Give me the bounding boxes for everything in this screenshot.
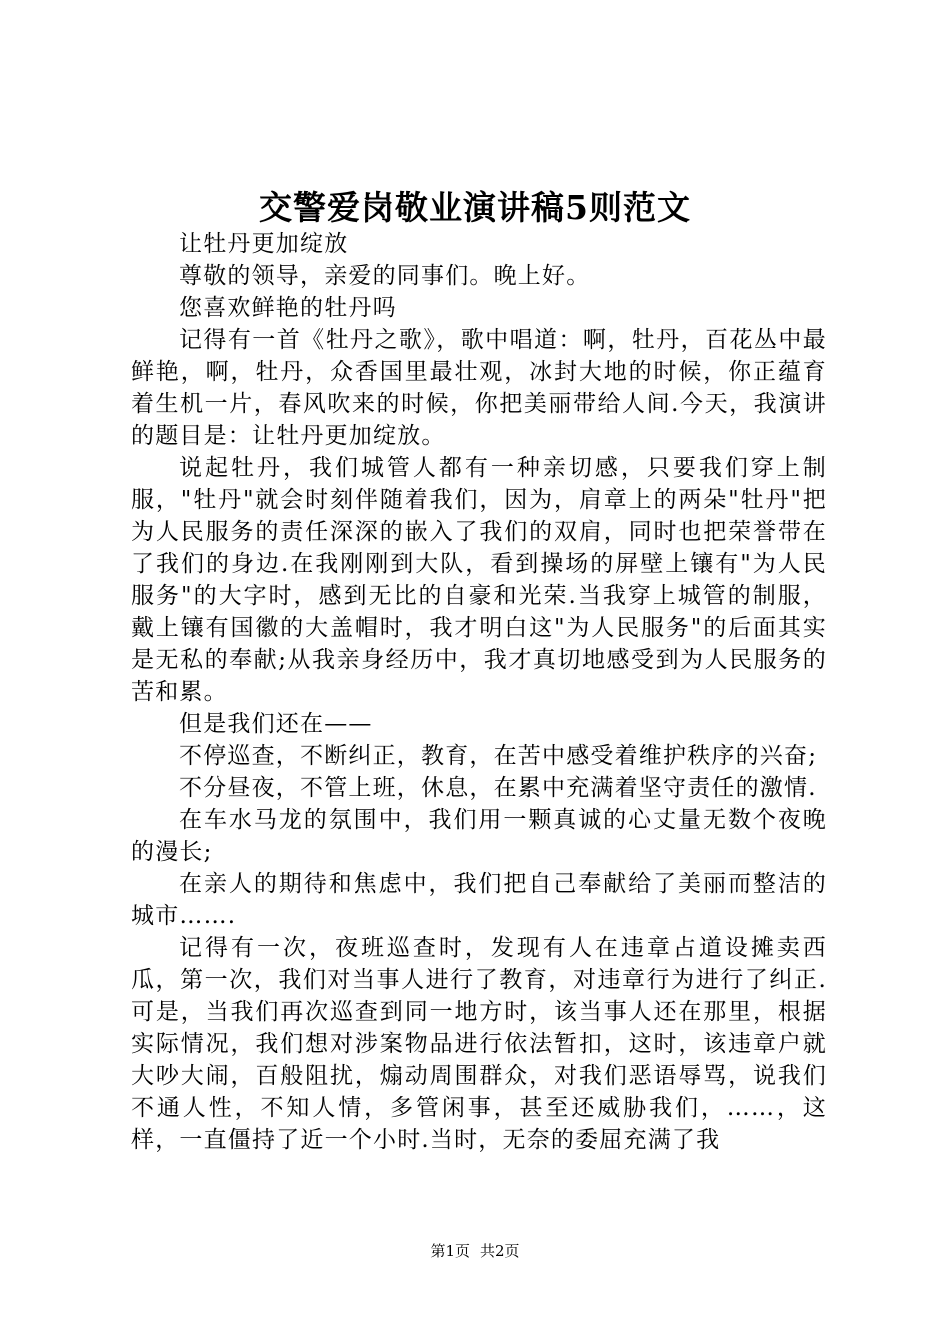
paragraph: 在亲人的期待和焦虑中，我们把自己奉献给了美丽而整洁的城市……. — [131, 871, 827, 929]
page-footer — [0, 1240, 950, 1262]
paragraph: 说起牡丹，我们城管人都有一种亲切感，只要我们穿上制服，"牡丹"就会时刻伴随着我们，因为，肩章上的两朵"牡丹"把为人民服务的责任深深的嵌入了我们的双肩，同时也把荣誉带在了我们的身边.在我刚刚到大队，看到操场的屏壁上镶有"为人民服务"的大字时，感到无比的自豪和光荣.当我穿上城管的制服，戴上镶有国徽的大盖帽时，我才明白这"为人民服务"的后面其实是无私的奉献;从我亲身经历中，我才真切地感受到为人民服务的苦和累。 — [131, 455, 827, 705]
paragraph: 记得有一首《牡丹之歌》，歌中唱道：啊，牡丹，百花丛中最鲜艳，啊，牡丹，众香国里最壮观，冰封大地的时候，你正蕴育着生机一片，春风吹来的时候，你把美丽带给人间.今天，我演讲的题目是：让牡丹更加绽放。 — [131, 327, 827, 449]
paragraph-subtitle: 让牡丹更加绽放 — [179, 231, 349, 257]
page-total: 共2页 — [480, 1242, 520, 1260]
paragraph: 不分昼夜，不管上班，休息，在累中充满着坚守责任的激情. — [179, 775, 817, 801]
document-body — [131, 228, 827, 1156]
document-title: 交警爱岗敬业演讲稿5则范文 — [259, 188, 691, 227]
paragraph-question: 您喜欢鲜艳的牡丹吗 — [179, 295, 397, 321]
paragraph-greeting: 尊敬的领导，亲爱的同事们。晚上好。 — [179, 263, 591, 289]
paragraph: 但是我们还在—— — [179, 711, 373, 737]
paragraph: 记得有一次，夜班巡查时，发现有人在违章占道设摊卖西瓜，第一次，我们对当事人进行了教育，对违章行为进行了纠正.可是，当我们再次巡查到同一地方时，该当事人还在那里，根据实际情况，我们想对涉案物品进行依法暂扣，这时，该违章户就大吵大闹，百般阻扰，煽动周围群众，对我们恶语辱骂，说我们不通人性，不知人情，多管闲事，甚至还威胁我们，……，这样，一直僵持了近一个小时.当时，无奈的委屈充满了我 — [131, 935, 827, 1153]
paragraph: 在车水马龙的氛围中，我们用一颗真诚的心丈量无数个夜晚的漫长; — [131, 807, 827, 865]
page-number: 第1页 — [430, 1242, 470, 1260]
paragraph: 不停巡查，不断纠正，教育，在苦中感受着维护秩序的兴奋; — [179, 743, 818, 769]
